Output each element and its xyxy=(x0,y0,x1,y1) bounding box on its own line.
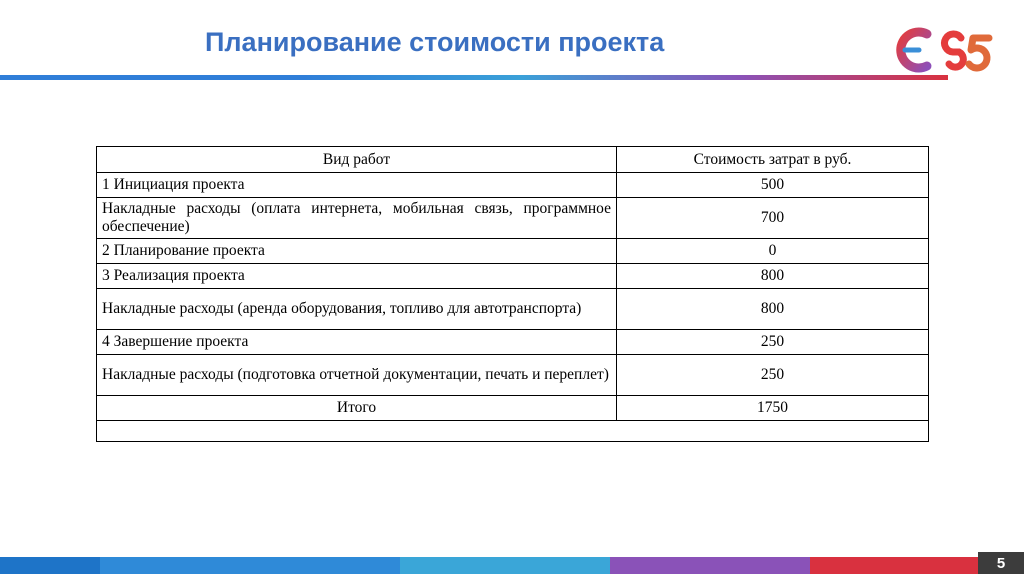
table-row xyxy=(97,289,929,330)
work-cell: 1 Инициация проекта xyxy=(97,173,617,198)
column-header-work: Вид работ xyxy=(97,147,617,173)
cost-cell: 0 xyxy=(617,239,929,264)
table-row xyxy=(97,198,929,239)
column-header-cost: Стоимость затрат в руб. xyxy=(617,147,929,173)
cost-cell: 700 xyxy=(617,198,929,239)
table-total-row xyxy=(97,396,929,421)
work-cell: 2 Планирование проекта xyxy=(97,239,617,264)
work-cell: 4 Завершение проекта xyxy=(97,330,617,355)
empty-cell xyxy=(97,421,929,442)
cost-cell: 500 xyxy=(617,173,929,198)
header-stripe xyxy=(0,75,948,80)
slide-title: Планирование стоимости проекта xyxy=(205,27,665,57)
cost-cell: 250 xyxy=(617,330,929,355)
total-cost: 1750 xyxy=(617,396,929,421)
work-cell: Накладные расходы (подготовка отчетной документации, печать и переплет) xyxy=(97,355,617,396)
work-cell: 3 Реализация проекта xyxy=(97,264,617,289)
page-number: 5 xyxy=(978,552,1024,574)
cost-table xyxy=(96,146,929,442)
total-label: Итого xyxy=(97,396,617,421)
table-row xyxy=(97,239,929,264)
table-row xyxy=(97,330,929,355)
table-row xyxy=(97,355,929,396)
table-empty-row xyxy=(97,421,929,442)
company-logo-icon xyxy=(893,26,997,74)
footer-stripe xyxy=(0,557,1024,574)
cost-cell: 800 xyxy=(617,264,929,289)
cost-cell: 800 xyxy=(617,289,929,330)
table-row xyxy=(97,173,929,198)
work-cell: Накладные расходы (оплата интернета, мобильная связь, программное обеспечение) xyxy=(97,198,617,239)
cost-cell: 250 xyxy=(617,355,929,396)
work-cell: Накладные расходы (аренда оборудования, топливо для автотранспорта) xyxy=(97,289,617,330)
table-header-row xyxy=(97,147,929,173)
table-row xyxy=(97,264,929,289)
